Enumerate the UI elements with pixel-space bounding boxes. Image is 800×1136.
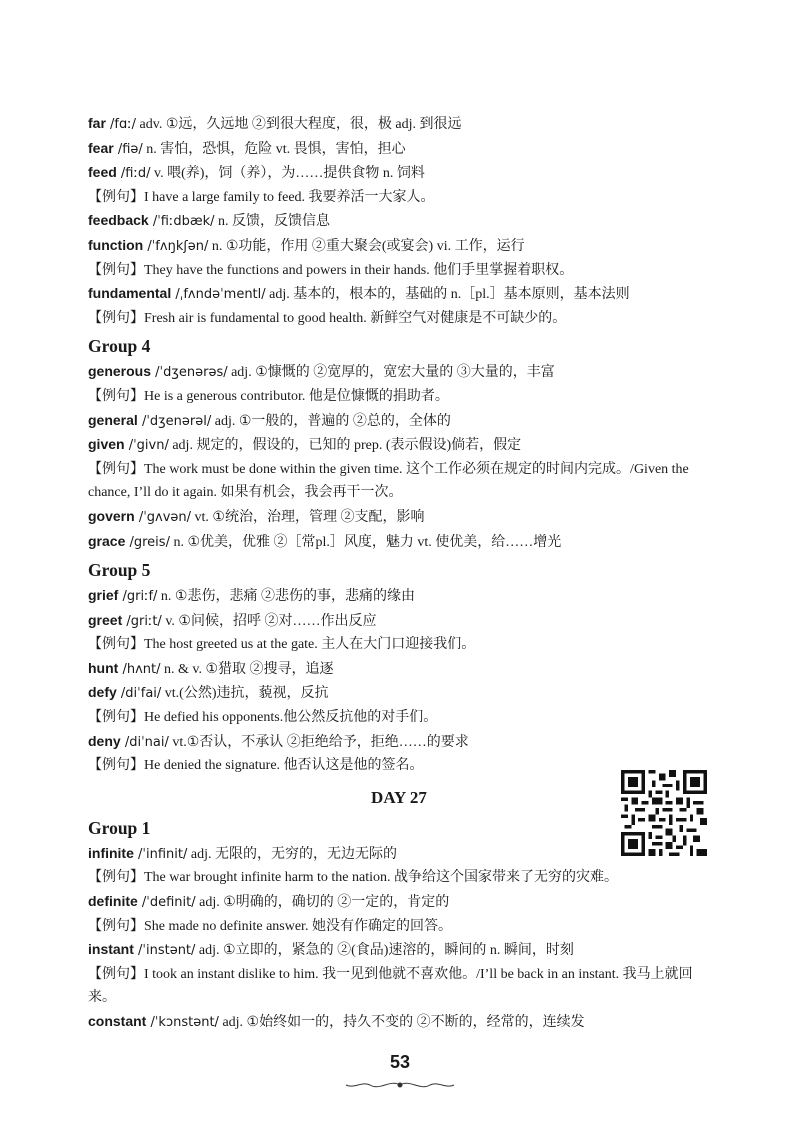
headword: grace (88, 532, 126, 549)
group-heading: Group 5 (88, 560, 151, 581)
headword: grief (88, 587, 119, 604)
phonetic: /ˈdʒenərəl/ (137, 413, 212, 429)
phonetic: /ˈdʒenərəs/ (151, 365, 228, 381)
word-entry (88, 842, 710, 867)
word-entry (88, 584, 710, 609)
example-sentence: 【例句】I have a large family to feed. 我要养活一大家人。 (88, 189, 435, 205)
phonetic: /diˈfai/ (116, 686, 162, 702)
word-entry (88, 112, 710, 137)
phonetic: /ˈgʌvən/ (134, 509, 192, 525)
headword: feedback (88, 212, 149, 229)
word-entry (88, 234, 710, 259)
word-entry (88, 137, 710, 162)
headword: greet (88, 611, 123, 628)
phonetic: /ˈinfinit/ (133, 846, 188, 862)
definition: adj. ①立即的，紧急的 ②(食品)速溶的，瞬间的 n. 瞬间，时刻 (195, 943, 574, 959)
word-entry (88, 360, 710, 385)
example-sentence: 【例句】He denied the signature. 他否认这是他的签名。 (88, 758, 424, 774)
phonetic: /hʌnt/ (118, 661, 161, 677)
qr-code-icon (621, 770, 707, 856)
word-entry (88, 730, 710, 755)
example-sentence: 【例句】He defied his opponents.他公然反抗他的对手们。 (88, 710, 438, 726)
definition: adj. ①始终如一的，持久不变的 ②不断的，经常的，连续发 (218, 1015, 585, 1030)
page-footer (0, 1048, 800, 1073)
definition: n. ①优美，优雅 ②［常pl.］风度，魅力 vt. 使优美，给……增光 (169, 534, 562, 550)
headword: govern (88, 507, 135, 524)
word-entry (88, 609, 710, 634)
definition: n. ①功能，作用 ②重大聚会(或宴会) vi. 工作，运行 (208, 238, 525, 254)
example-sentence: 【例句】She made no definite answer. 她没有作确定的回答。 (88, 918, 452, 934)
definition: v. 喂(养)，饲（养），为……提供食物 n. 饲料 (150, 166, 425, 182)
definition: vt. ①统治，治理，管理 ②支配，影响 (191, 509, 425, 525)
headword: definite (88, 893, 138, 910)
word-entry (88, 530, 710, 555)
ornament-icon (340, 1078, 460, 1092)
word-entry (88, 409, 710, 434)
word-entry (88, 282, 710, 307)
example-sentence: 【例句】Fresh air is fundamental to good health. 新鲜空气对健康是不可缺少的。 (88, 310, 567, 326)
phonetic: /ˈfʌŋkʃən/ (143, 238, 209, 254)
headword: hunt (88, 659, 119, 676)
headword: deny (88, 732, 121, 749)
definition: adv. ①远，久远地 ②到很大程度，很，极 adj. 到很远 (136, 117, 462, 132)
word-entry (88, 433, 710, 458)
group-heading: Group 1 (88, 817, 151, 838)
headword: instant (88, 941, 134, 958)
definition: adj. 规定的，假设的，已知的 prep. (表示假设)倘若，假定 (168, 438, 522, 454)
word-entry (88, 890, 710, 915)
top-section (88, 112, 710, 778)
phonetic: /fiə/ (113, 141, 143, 157)
example-sentence: 【例句】He is a generous contributor. 他是位慷慨的捐助者。 (88, 388, 449, 404)
word-entry (88, 681, 710, 706)
definition: vt.(公然)违抗，藐视，反抗 (161, 686, 329, 702)
phonetic: /fiːd/ (116, 166, 151, 182)
example-sentence: 【例句】The work must be done within the given time. 这个工作必须在规定的时间内完成。/Given the chance, I’ll do it again. 如果有机会，我会再干一次。 (88, 461, 689, 501)
definition: adj. ①一般的，普遍的 ②总的，全体的 (211, 413, 451, 429)
definition: vt.①否认，不承认 ②拒绝给予，拒绝……的要求 (168, 734, 469, 750)
word-entry (88, 938, 710, 963)
headword: generous (88, 363, 152, 380)
definition: adj. ①慷慨的 ②宽厚的，宽宏大量的 ③大量的，丰富 (227, 365, 555, 381)
definition: v. ①问候，招呼 ②对……作出反应 (161, 613, 377, 629)
headword: given (88, 436, 125, 453)
phonetic: /ˈkɔnstənt/ (146, 1015, 219, 1030)
phonetic: /ˈfiːdbæk/ (148, 214, 215, 230)
phonetic: /griːt/ (122, 613, 162, 629)
word-entry (88, 657, 710, 682)
word-entry (88, 1010, 710, 1035)
page-number: 53 (389, 1052, 411, 1072)
definition: n. 反馈，反馈信息 (214, 214, 331, 230)
phonetic: /ˌfʌndəˈmentl/ (171, 287, 266, 303)
headword: fundamental (88, 285, 172, 302)
headword: constant (88, 1013, 147, 1029)
definition: adj. ①明确的，确切的 ②一定的，肯定的 (195, 895, 450, 911)
definition: adj. 基本的，根本的，基础的 n.［pl.］基本原则，基本法则 (265, 287, 630, 303)
dictionary-page (88, 112, 710, 1035)
example-sentence: 【例句】I took an instant dislike to him. 我一见到他就不喜欢他。/I’ll be back in an instant. 我马上就回来。 (88, 966, 693, 1006)
phonetic: /ˈinstənt/ (133, 943, 196, 959)
headword: feed (88, 164, 117, 181)
headword: infinite (88, 844, 134, 861)
phonetic: /greis/ (125, 534, 170, 550)
example-sentence: 【例句】They have the functions and powers in their hands. 他们手里掌握着职权。 (88, 262, 574, 278)
definition: n. & v. ①猎取 ②搜寻，追逐 (160, 661, 334, 677)
word-entry (88, 209, 710, 234)
example-sentence: 【例句】The host greeted us at the gate. 主人在大门口迎接我们。 (88, 637, 476, 653)
headword: defy (88, 684, 117, 701)
headword: general (88, 411, 138, 428)
headword: fear (88, 139, 114, 156)
definition: adj. 无限的，无穷的，无边无际的 (187, 846, 397, 862)
definition: n. 害怕，恐惧，危险 vt. 畏惧，害怕，担心 (142, 141, 406, 157)
definition: n. ①悲伤，悲痛 ②悲伤的事，悲痛的缘由 (157, 589, 415, 605)
phonetic: /ˈdefinit/ (137, 895, 196, 911)
headword: far (88, 115, 106, 131)
word-entry (88, 161, 710, 186)
example-sentence: 【例句】The war brought infinite harm to the nation. 战争给这个国家带来了无穷的灾难。 (88, 870, 618, 886)
phonetic: /diˈnai/ (120, 734, 169, 750)
day-title: DAY 27 (371, 787, 427, 807)
phonetic: /ˈgivn/ (124, 438, 169, 454)
word-entry (88, 505, 710, 530)
headword: function (88, 236, 144, 253)
bottom-section (88, 816, 710, 1035)
phonetic: /griːf/ (118, 589, 158, 605)
phonetic: /fɑː/ (105, 117, 137, 132)
group-heading: Group 4 (88, 336, 151, 357)
